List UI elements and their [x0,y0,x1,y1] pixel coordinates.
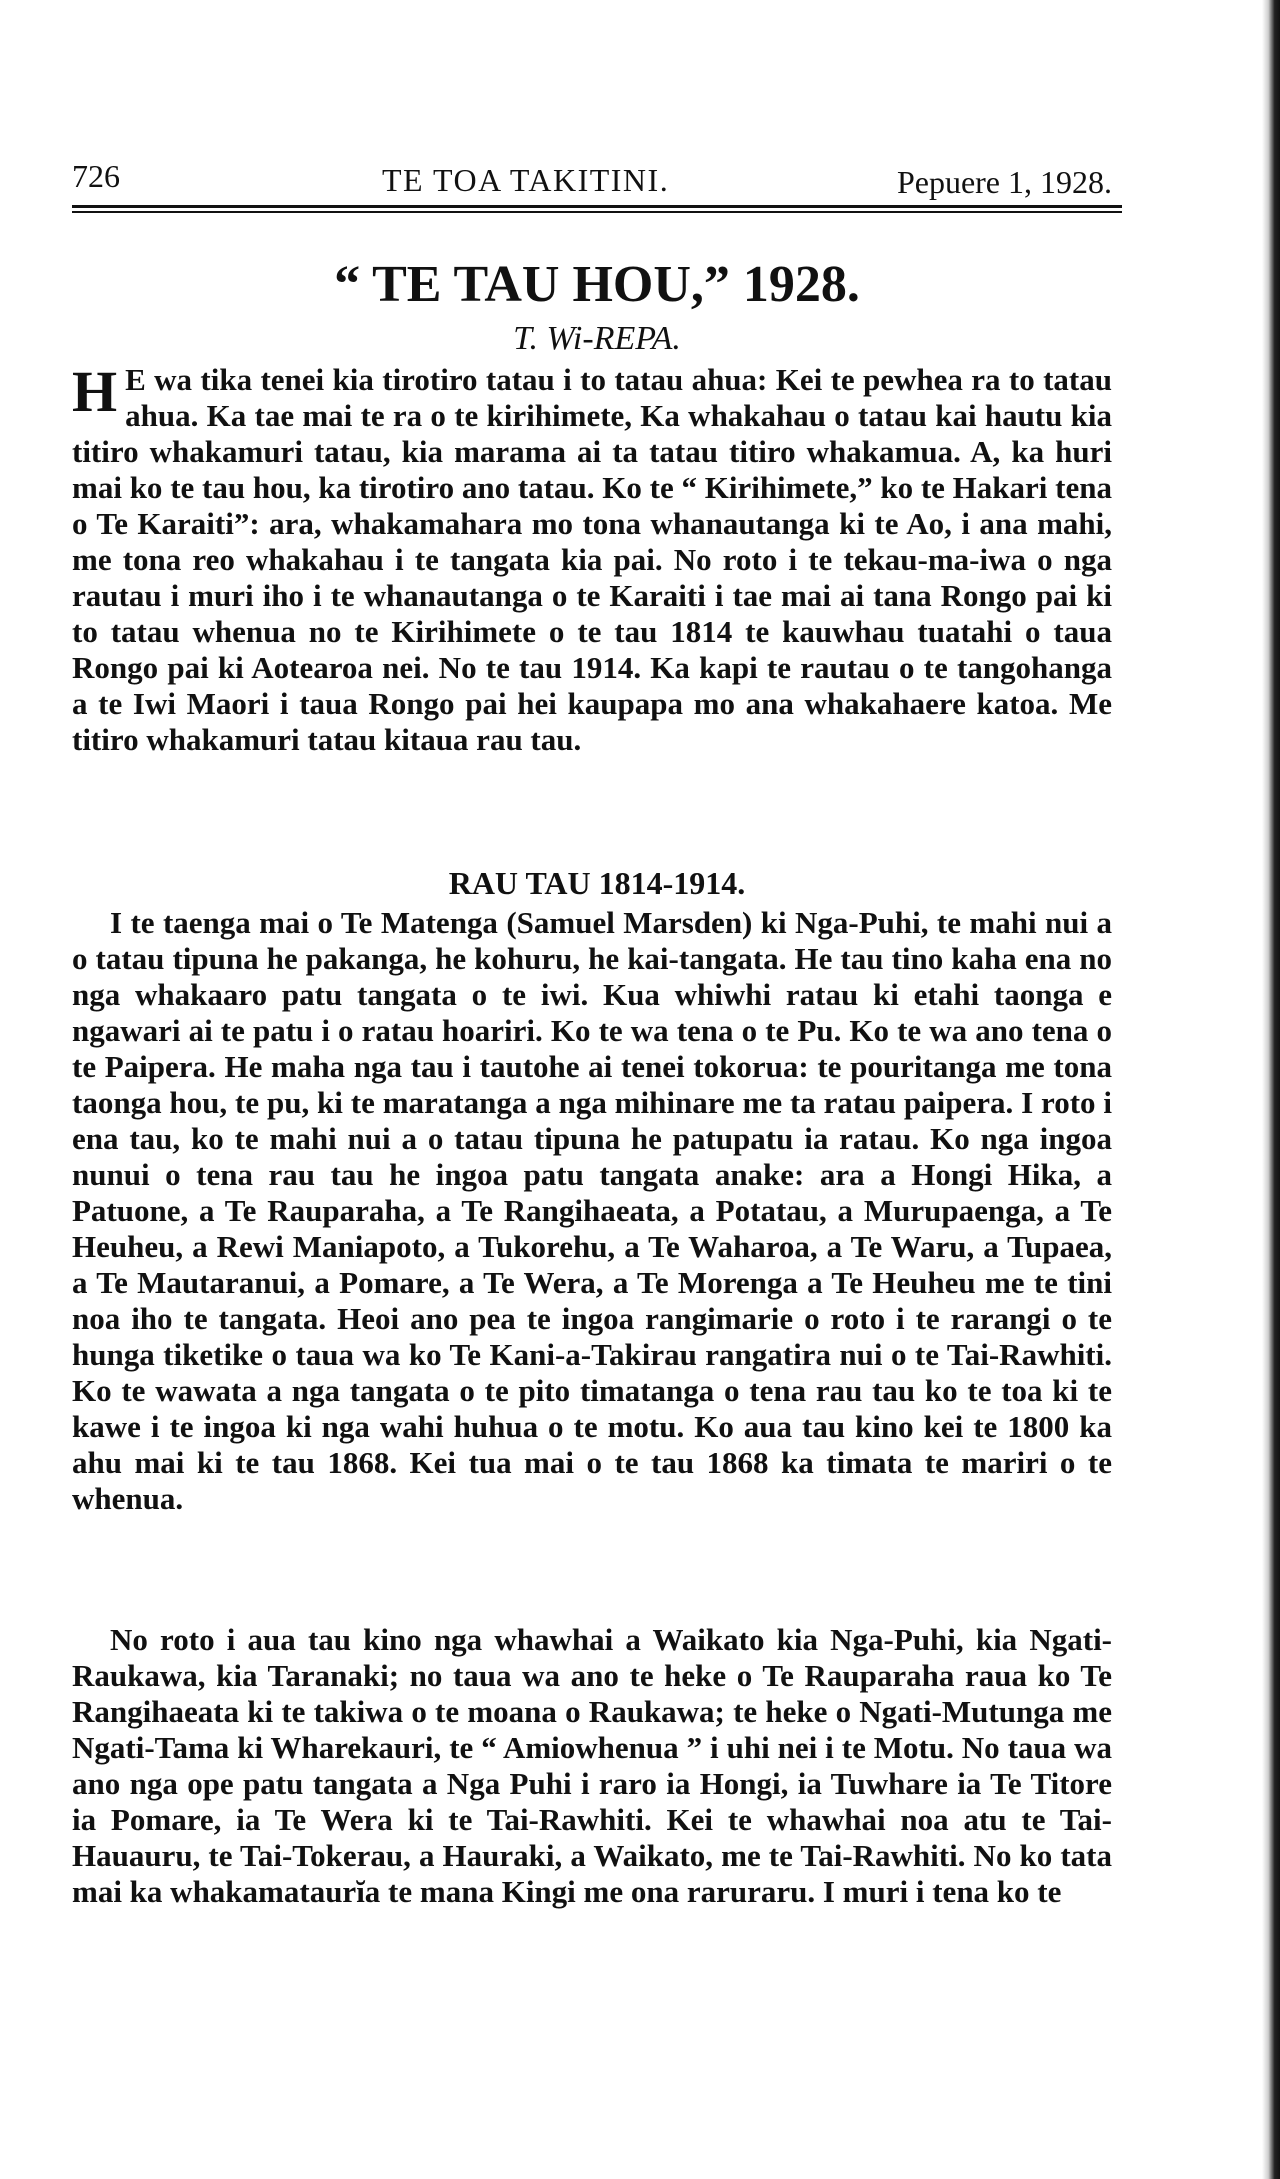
issue-date: Pepuere 1, 1928. [896,164,1112,200]
article-author: T. Wi-REPA. [513,320,681,357]
paragraph-wars: No roto i aua tau kino nga whawhai a Waikato kia Nga-Puhi, kia Ngati-Raukawa, kia Taranaki; no taua wa ano te heke o Te Rauparaha raua ko Te Rangihaeata ki te takiwa o te moana o Raukawa; te heke o Ngati-Mutunga me Ngati-Tama ki Wharekauri, te “ Amiowhenua ” i uhi nei i te Motu. No taua wa ano nga ope patu tangata a Nga Puhi i raro ia Hongi, ia Tuwhare ia Te Titore ia Pomare, ia Te Wera ki te Tai-Rawhiti. Kei te whawhai noa atu te Tai-Hauauru, te Tai-Tokerau, a Hauraki, a Waikato, me te Tai-Rawhiti. No ko tata mai ka whakamataurĭa te mana Kingi me ona raruraru. I muri i tena ko te [72,1622,1112,1909]
page-binding-edge [1262,0,1280,2179]
header-rule-thick [72,205,1122,208]
paragraph-intro [72,359,1112,758]
header-rule-thin [72,211,1122,213]
journal-title: TE TOA TAKITINI. [382,162,670,198]
paragraph-intro-text: E wa tika tenei kia tirotiro tatau i to tatau ahua: Kei te pewhea ra to tatau ahua. Ka tae mai te ra o te kirihimete, Ka whakahau o tatau kai hautu kia titiro whakamuri tatau, kia marama ai ta tatau titiro whakamua. A, ka huri mai ko te tau hou, ka tirotiro ano tatau. Ko te “ Kirihimete,” ko te Hakari tena o Te Karaiti”: ara, whakamahara mo tona whanautanga ki te Ao, i ana mahi, me tona reo whakahau i te tangata kia pai. No roto i te tekau-ma-iwa o nga rautau i muri iho i te whanautanga o te Karaiti i tae mai ai tana Rongo pai ki to tatau whenua no te Kirihimete o te tau 1814 te kauwhau tuatahi o taua Rongo pai ki Aotearoa nei. No te tau 1914. Ka kapi te rautau o te tangohanga a te Iwi Maori i taua Rongo pai hei kaupapa mo ana whakahaere katoa. Me titiro whakamuri tatau kitaua rau tau. [72,362,1112,757]
page-number: 726 [72,158,120,194]
article-title: “ TE TAU HOU,” 1928. [334,256,860,313]
paragraph-marsden: I te taenga mai o Te Matenga (Samuel Marsden) ki Nga-Puhi, te mahi nui a o tatau tipuna he pakanga, he kohuru, he kai-tangata. He tau tino kaha ena no nga whakaaro patu tangata o te iwi. Kua whiwhi ratau ki etahi taonga e ngawari ai te patu i o ratau hoariri. Ko te wa tena o te Pu. Ko te wa ano tena o te Paipera. He maha nga tau i tautohe ai tenei tokorua: te pouritanga me tona taonga hou, te pu, ki te maratanga a nga mihinare me ta ratau paipera. I roto i ena tau, ko te mahi nui a o tatau tipuna he patupatu ia ratau. Ko nga ingoa nunui o tena rau tau he ingoa patu tangata anake: ara a Hongi Hika, a Patuone, a Te Rauparaha, a Te Rangihaeata, a Potatau, a Murupaenga, a Te Heuheu, a Rewi Maniapoto, a Tukorehu, a Te Waharoa, a Te Waru, a Tupaea, a Te Mautaranui, a Pomare, a Te Wera, a Te Morenga a Te Heuheu me te tini noa iho te tangata. Heoi ano pea te ingoa rangimarie o roto i te rarangi o te hunga tiketike o taua wa ko Te Kani-a-Takirau rangatira nui o te Tai-Rawhiti. Ko te wawata a nga tangata o te pito timatanga o tena rau tau ko te toa ki te kawe i te ingoa ki nga wahi huhua o te motu. Ko aua tau kino kei te 1800 ka ahu mai ki te tau 1868. Kei tua mai o te tau 1868 ka timata te mariri o te whenua. [72,905,1112,1516]
running-header [72,150,1112,200]
section-heading: RAU TAU 1814-1914. [448,865,746,901]
drop-cap: H [72,359,118,424]
